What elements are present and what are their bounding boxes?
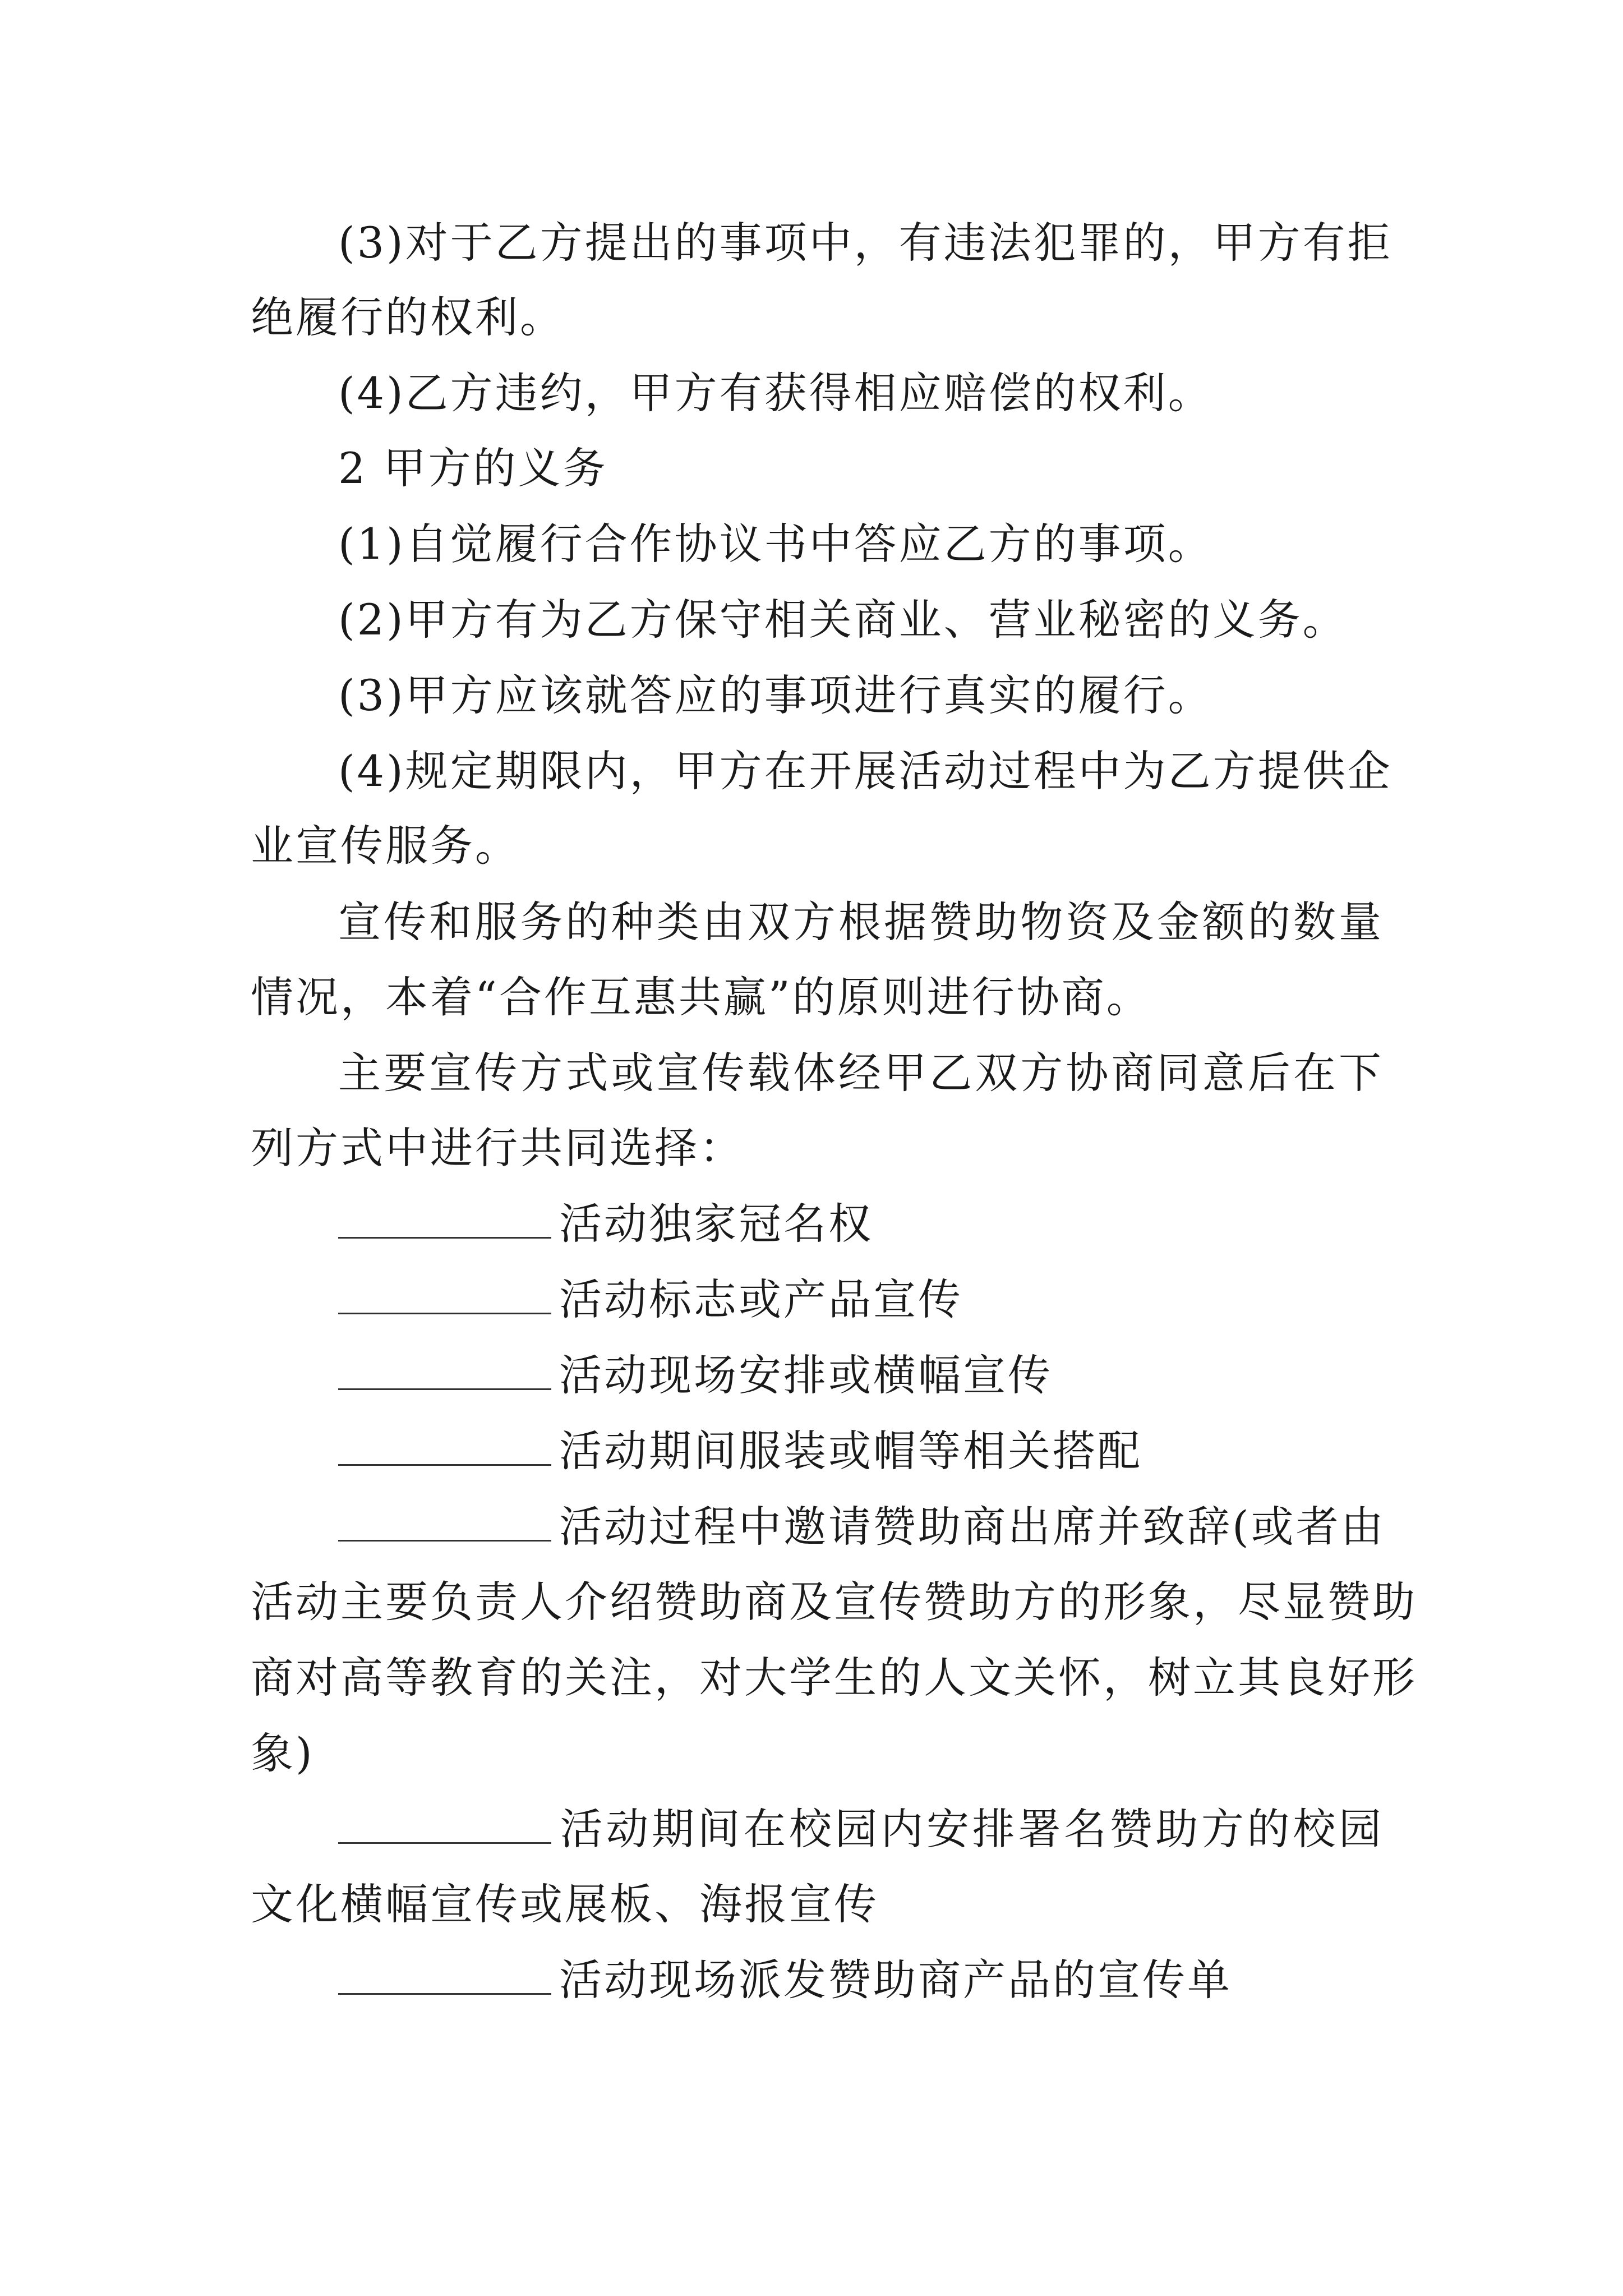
paragraph-line: 宣传和服务的种类由双方根据赞助物资及金额的数量 (338, 897, 1384, 947)
paragraph-line: 业宣传服务。 (251, 821, 520, 871)
option-line (338, 1347, 1384, 1404)
option-line (338, 1499, 1384, 1555)
fill-blank (338, 1499, 551, 1542)
paragraph-line: (2)甲方有为乙方保守相关商业、营业秘密的义务。 (338, 595, 1348, 645)
paragraph-line: 绝履行的权利。 (251, 292, 565, 342)
option-line (338, 1196, 1384, 1252)
paragraph-line: 情况，本着“合作互惠共赢”的原则进行协商。 (251, 972, 1151, 1022)
option-label: 活动现场安排或横幅宣传 (559, 1350, 1053, 1400)
paragraph-line: (3)甲方应该就答应的事项进行真实的履行。 (338, 670, 1213, 720)
fill-blank (338, 1272, 551, 1314)
paragraph-line: 活动主要负责人介绍赞助商及宣传赞助方的形象，尽显赞助 (251, 1577, 1417, 1627)
option-line (338, 1801, 1384, 1857)
option-line (338, 1423, 1384, 1479)
option-label: 活动过程中邀请赞助商出席并致辞(或者由 (559, 1502, 1386, 1552)
paragraph-line: 列方式中进行共同选择： (251, 1123, 744, 1173)
fill-blank (338, 1348, 551, 1390)
paragraph-line: (3)对于乙方提出的事项中，有违法犯罪的，甲方有拒 (338, 218, 1393, 268)
paragraph-line: (1)自觉履行合作协议书中答应乙方的事项。 (338, 519, 1213, 569)
paragraph-line: 文化横幅宣传或展板、海报宣传 (251, 1879, 879, 1929)
fill-blank (338, 1197, 551, 1239)
option-label: 活动期间服装或帽等相关搭配 (559, 1426, 1142, 1476)
fill-blank (338, 1802, 551, 1844)
paragraph-line: (4)规定期限内，甲方在开展活动过程中为乙方提供企 (338, 746, 1393, 796)
paragraph-line: 象) (251, 1728, 315, 1778)
paragraph-line: 主要宣传方式或宣传载体经甲乙双方协商同意后在下 (338, 1048, 1384, 1098)
paragraph-line: 商对高等教育的关注，对大学生的人文关怀，树立其良好形 (251, 1653, 1417, 1703)
option-label: 活动标志或产品宣传 (559, 1274, 963, 1324)
paragraph-line: (4)乙方违约，甲方有获得相应赔偿的权利。 (338, 368, 1213, 418)
option-label: 活动现场派发赞助商产品的宣传单 (559, 1955, 1232, 2005)
option-line (338, 1952, 1384, 2008)
fill-blank (338, 1424, 551, 1466)
fill-blank (338, 1953, 551, 1995)
option-label: 活动期间在校园内安排署名赞助方的校园 (559, 1804, 1384, 1854)
section-heading: 2 甲方的义务 (338, 443, 608, 493)
option-line (338, 1272, 1384, 1328)
option-label: 活动独家冠名权 (559, 1199, 873, 1249)
